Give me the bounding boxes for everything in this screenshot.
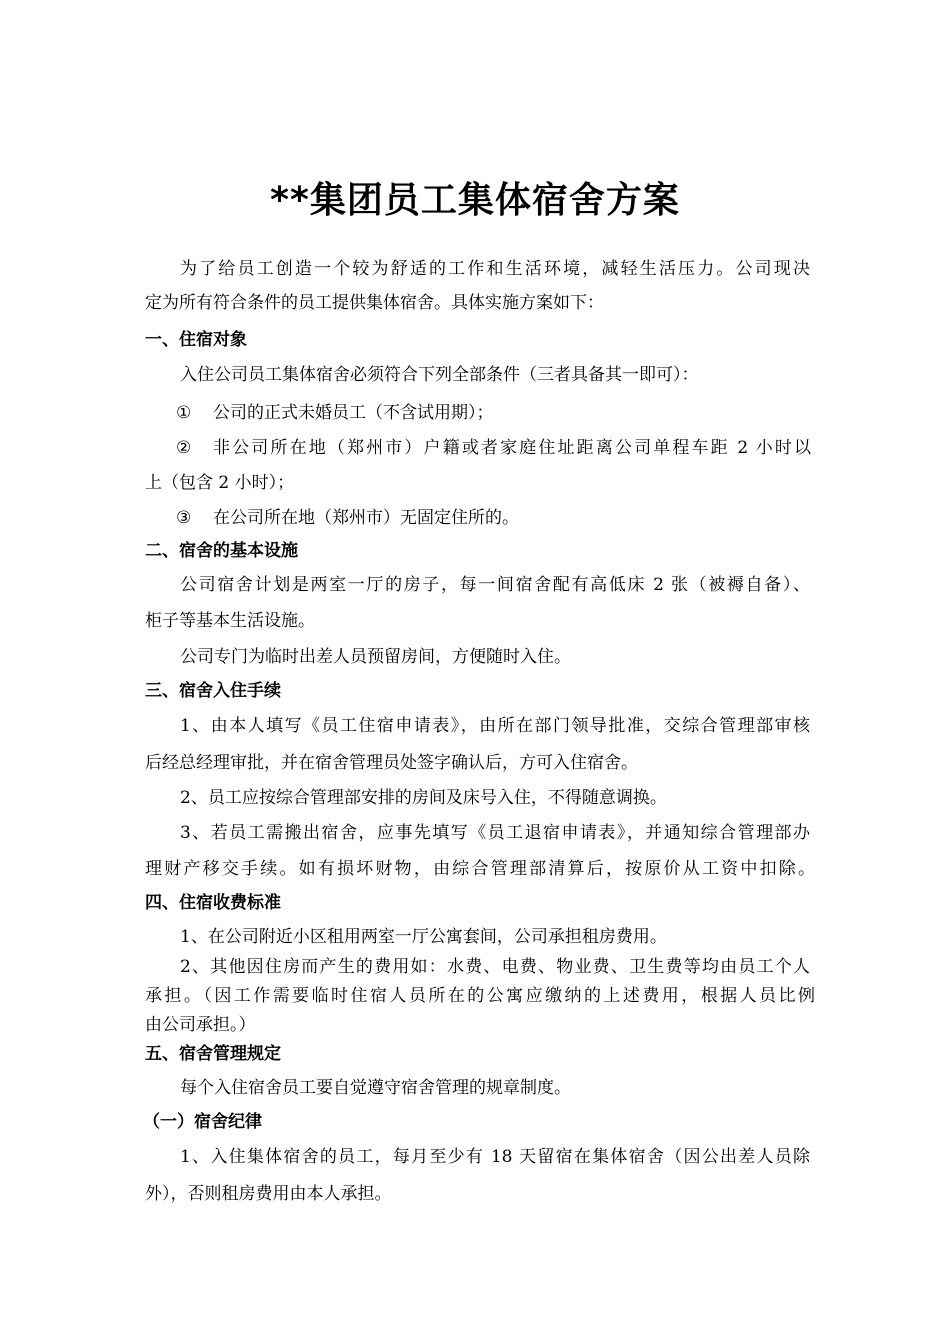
section-5-heading: 五、宿舍管理规定 — [145, 1044, 281, 1064]
subsection-1-heading: （一）宿舍纪律 — [143, 1112, 262, 1132]
section-1-heading: 一、住宿对象 — [145, 330, 247, 350]
section-2-heading: 二、宿舍的基本设施 — [145, 541, 298, 561]
section-2-para-2: 公司专门为临时出差人员预留房间，方便随时入住。 — [180, 647, 571, 667]
section-4-para-2-line-2: 承担。（因工作需要临时住宿人员所在的公寓应缴纳的上述费用，根据人员比例 — [145, 986, 815, 1006]
section-3-para-1-line-1: 1、由本人填写《员工住宿申请表》，由所在部门领导批准，交综合管理部审核 — [180, 716, 810, 736]
section-2-para-1-line-1: 公司宿舍计划是两室一厅的房子，每一间宿舍配有高低床 2 张（被褥自备）、 — [180, 575, 810, 595]
section-1-lead: 入住公司员工集体宿舍必须符合下列全部条件（三者具备其一即可）： — [180, 365, 699, 385]
list-item-3: 在公司所在地（郑州市）无固定住所的。 — [213, 508, 519, 528]
list-marker-3: ③ — [176, 508, 192, 528]
document-title: **集团员工集体宿舍方案 — [270, 180, 680, 221]
list-item-2-line-2: 上（包含 2 小时）； — [145, 473, 295, 493]
intro-line-1: 为了给员工创造一个较为舒适的工作和生活环境，减轻生活压力。公司现决 — [180, 259, 810, 279]
section-3-para-3-line-2: 理财产移交手续。如有损坏财物，由综合管理部清算后，按原价从工资中扣除。 — [145, 859, 815, 879]
list-item-2-line-1: 非公司所在地（郑州市）户籍或者家庭住址距离公司单程车距 2 小时以 — [213, 438, 811, 458]
list-marker-2: ② — [176, 438, 192, 458]
section-3-para-3-line-1: 3、若员工需搬出宿舍，应事先填写《员工退宿申请表》，并通知综合管理部办 — [180, 823, 810, 843]
section-4-para-1: 1、在公司附近小区租用两室一厅公寓套间，公司承担租房费用。 — [180, 927, 667, 947]
section-3-para-1-line-2: 后经总经理审批，并在宿舍管理员处签字确认后，方可入住宿舍。 — [145, 753, 638, 773]
subsection-1-para-1-line-2: 外），否则租房费用由本人承担。 — [145, 1184, 392, 1204]
section-3-para-2: 2、员工应按综合管理部安排的房间及床号入住，不得随意调换。 — [180, 788, 667, 808]
list-item-1: 公司的正式未婚员工（不含试用期）； — [213, 403, 494, 423]
section-2-para-1-line-2: 柜子等基本生活设施。 — [145, 611, 315, 631]
section-4-para-2-line-3: 由公司承担。） — [145, 1015, 256, 1035]
section-5-para-1: 每个入住宿舍员工要自觉遵守宿舍管理的规章制度。 — [180, 1078, 571, 1098]
subsection-1-para-1-line-1: 1、入住集体宿舍的员工，每月至少有 18 天留宿在集体宿舍（因公出差人员除 — [180, 1147, 810, 1167]
intro-line-2: 定为所有符合条件的员工提供集体宿舍。具体实施方案如下： — [145, 293, 604, 313]
list-marker-1: ① — [176, 403, 192, 423]
section-3-heading: 三、宿舍入住手续 — [145, 681, 281, 701]
section-4-para-2-line-1: 2、其他因住房而产生的费用如：水费、电费、物业费、卫生费等均由员工个人 — [180, 957, 810, 977]
section-4-heading: 四、住宿收费标准 — [145, 893, 281, 913]
